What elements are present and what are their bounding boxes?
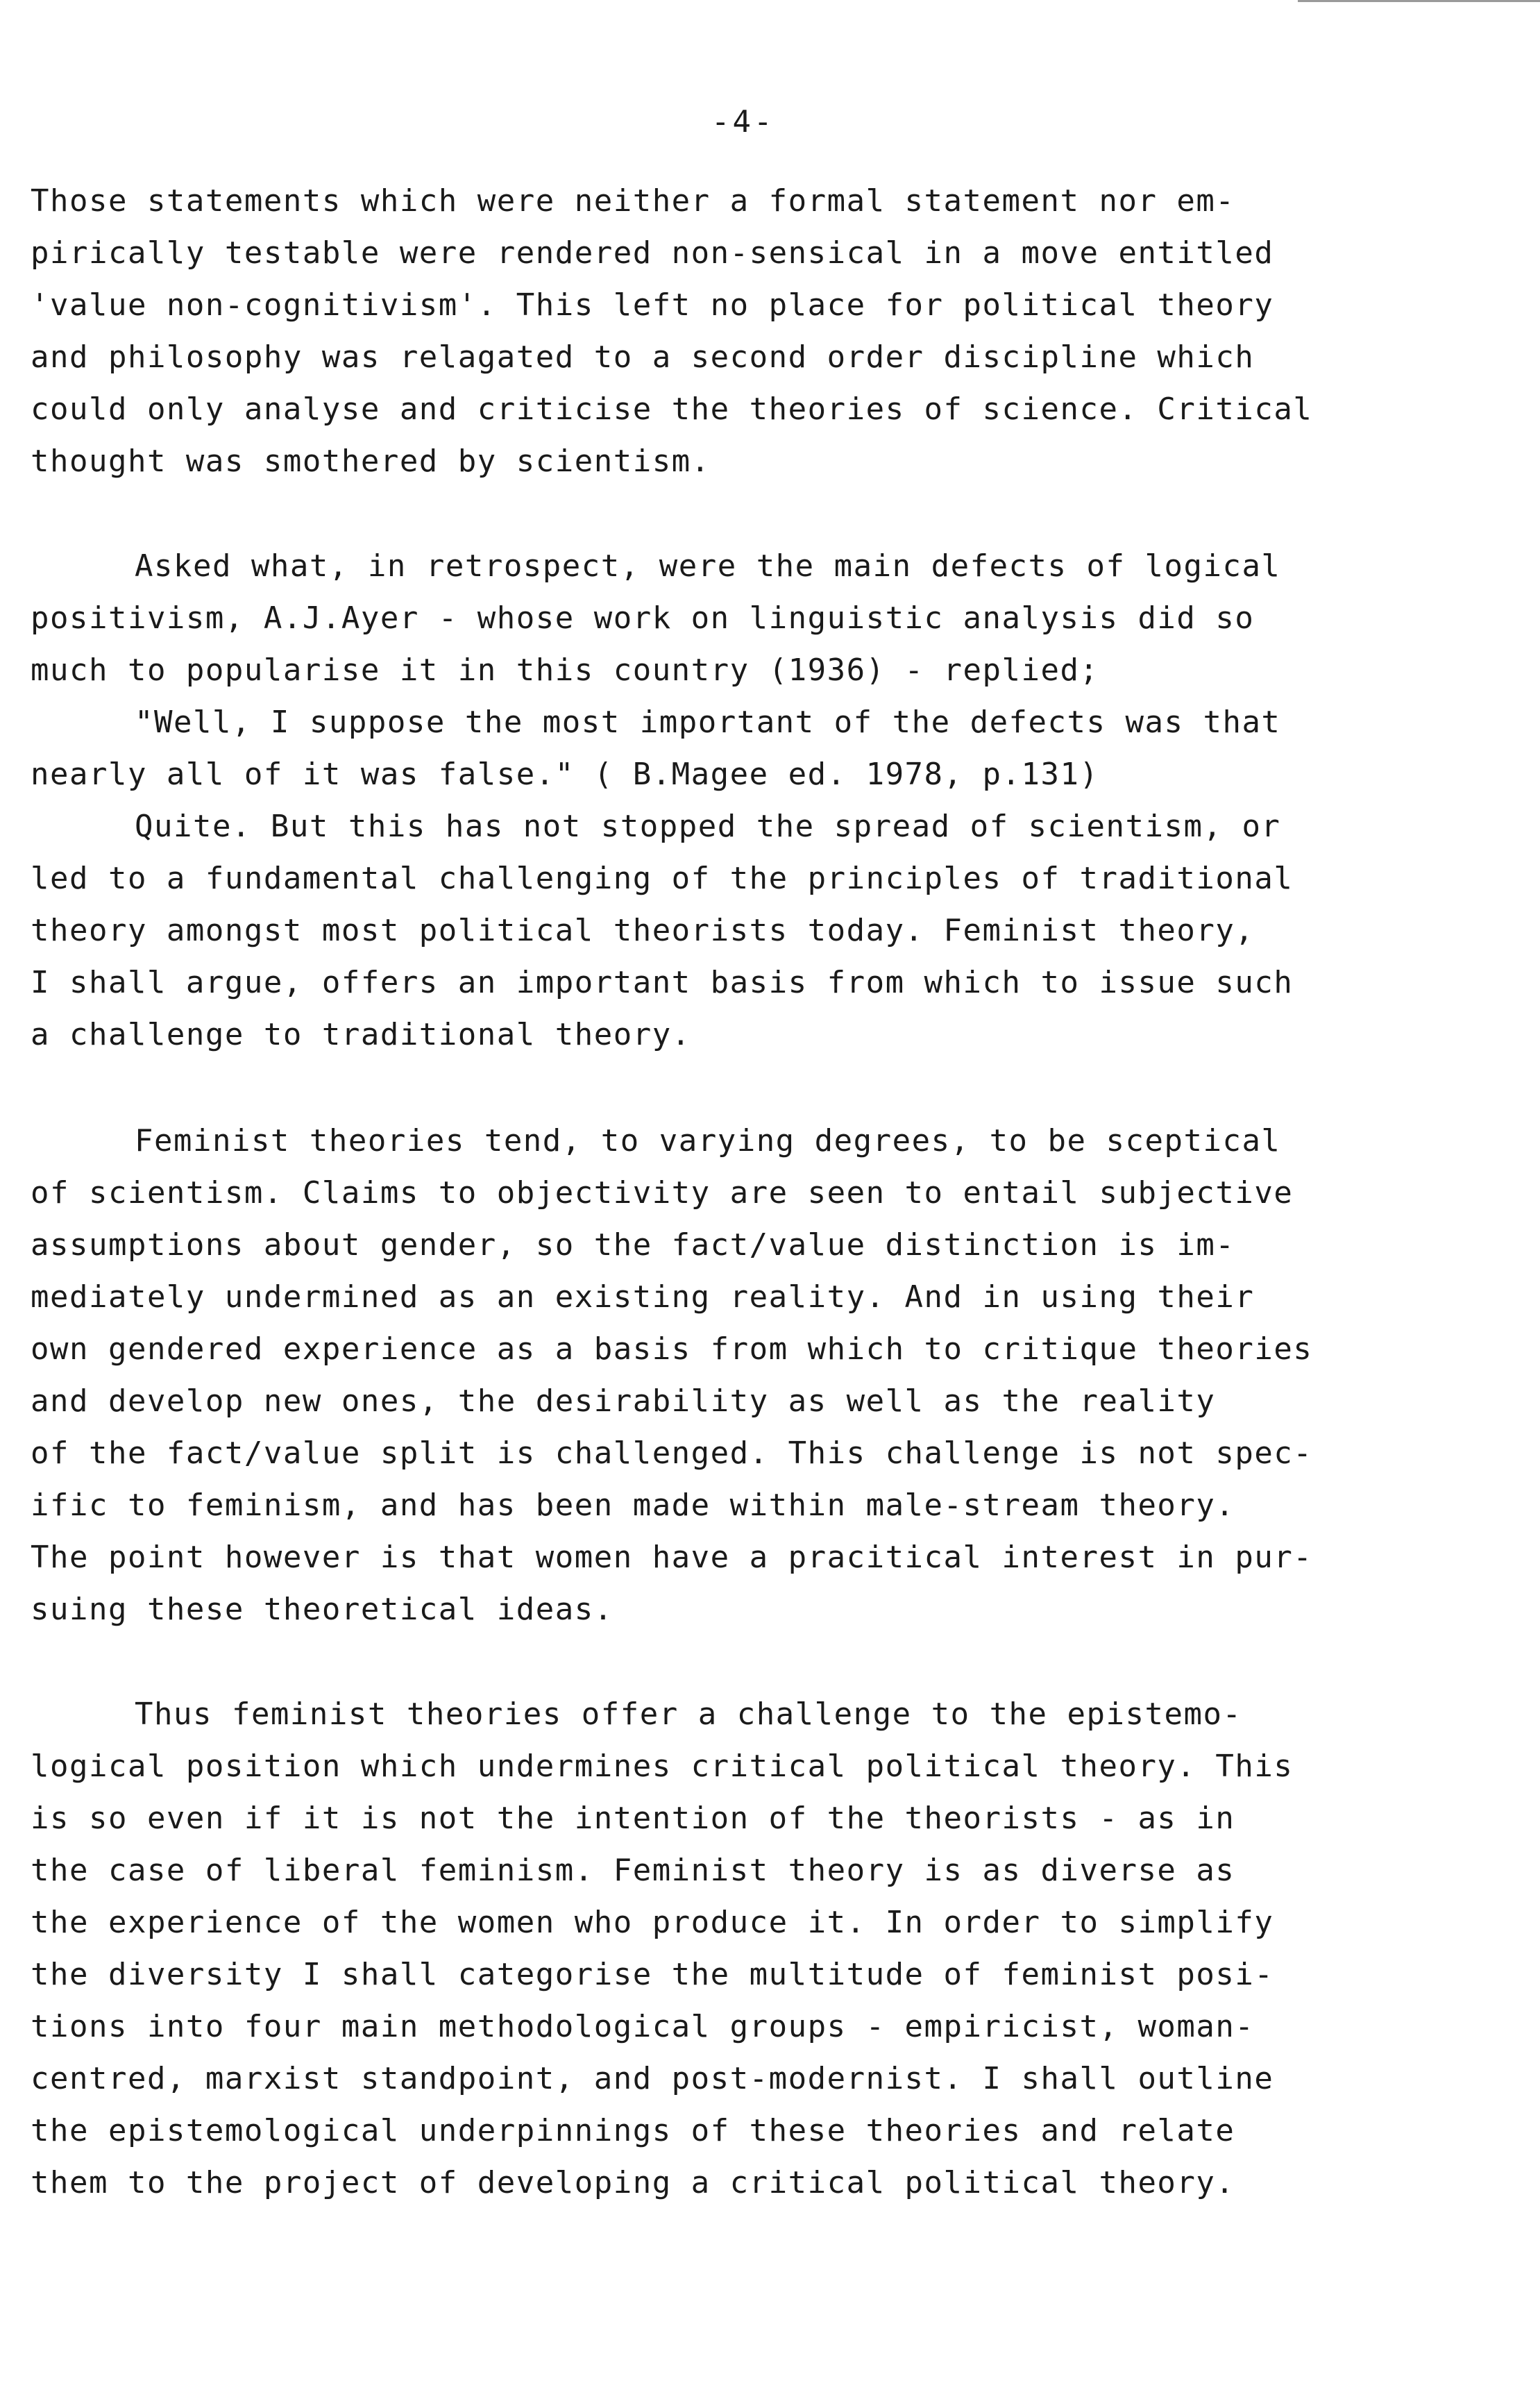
text-line: and philosophy was relagated to a second order discipline which <box>31 339 1255 375</box>
text-line: the experience of the women who produce it. In order to simplify <box>31 1905 1274 1940</box>
text-line: them to the project of developing a critical political theory. <box>31 2165 1235 2200</box>
text-line: much to popularise it in this country (1936) - replied; <box>31 652 1099 688</box>
text-line: is so even if it is not the intention of the theorists - as in <box>31 1801 1235 1836</box>
text-line: the case of liberal feminism. Feminist theory is as diverse as <box>31 1853 1235 1888</box>
text-line: logical position which undermines critical political theory. This <box>31 1749 1294 1784</box>
text-line: and develop new ones, the desirability as well as the reality <box>31 1383 1216 1419</box>
text-line: Quite. But this has not stopped the spread of scientism, or <box>135 809 1281 844</box>
text-line: of the fact/value split is challenged. This challenge is not spec- <box>31 1435 1313 1471</box>
text-line: Feminist theories tend, to varying degrees, to be sceptical <box>135 1123 1281 1159</box>
text-line: tions into four main methodological groups - empiricist, woman- <box>31 2009 1255 2044</box>
text-line: suing these theoretical ideas. <box>31 1592 614 1627</box>
text-line: own gendered experience as a basis from which to critique theories <box>31 1331 1313 1367</box>
text-line: the diversity I shall categorise the multitude of feminist posi- <box>31 1957 1274 1992</box>
text-line: The point however is that women have a pracitical interest in pur- <box>31 1540 1313 1575</box>
text-line: mediately undermined as an existing reality. And in using their <box>31 1279 1255 1315</box>
quotation-line: "Well, I suppose the most important of the defects was that <box>135 705 1281 740</box>
text-line: assumptions about gender, so the fact/value distinction is im- <box>31 1227 1235 1263</box>
text-line: of scientism. Claims to objectivity are seen to entail subjective <box>31 1175 1294 1211</box>
top-edge-rule <box>1298 0 1540 2</box>
page-number: -4- <box>711 104 775 140</box>
text-line: thought was smothered by scientism. <box>31 444 711 479</box>
text-line: the epistemological underpinnings of these theories and relate <box>31 2113 1235 2148</box>
text-line: pirically testable were rendered non-sensical in a move entitled <box>31 235 1274 271</box>
text-line: Those statements which were neither a formal statement nor em- <box>31 183 1235 219</box>
paragraph-2 <box>31 540 1405 1061</box>
text-line: Asked what, in retrospect, were the main defects of logical <box>135 548 1281 584</box>
text-line: positivism, A.J.Ayer - whose work on linguistic analysis did so <box>31 600 1255 636</box>
text-line: could only analyse and criticise the theories of science. Critical <box>31 391 1313 427</box>
text-line: theory amongst most political theorists today. Feminist theory, <box>31 913 1255 948</box>
quotation-line: nearly all of it was false." ( B.Magee ed. 1978, p.131) <box>31 757 1099 792</box>
paragraph-1 <box>31 175 1405 487</box>
text-line: 'value non-cognitivism'. This left no place for political theory <box>31 287 1274 323</box>
text-line: ific to feminism, and has been made within male-stream theory. <box>31 1488 1235 1523</box>
text-line: a challenge to traditional theory. <box>31 1017 691 1052</box>
text-line: Thus feminist theories offer a challenge to the epistemo- <box>135 1696 1242 1732</box>
text-line: I shall argue, offers an important basis from which to issue such <box>31 965 1294 1000</box>
paragraph-3 <box>31 1115 1405 1635</box>
text-line: centred, marxist standpoint, and post-modernist. I shall outline <box>31 2061 1274 2096</box>
paragraph-4 <box>31 1688 1405 2209</box>
text-line: led to a fundamental challenging of the principles of traditional <box>31 861 1294 896</box>
